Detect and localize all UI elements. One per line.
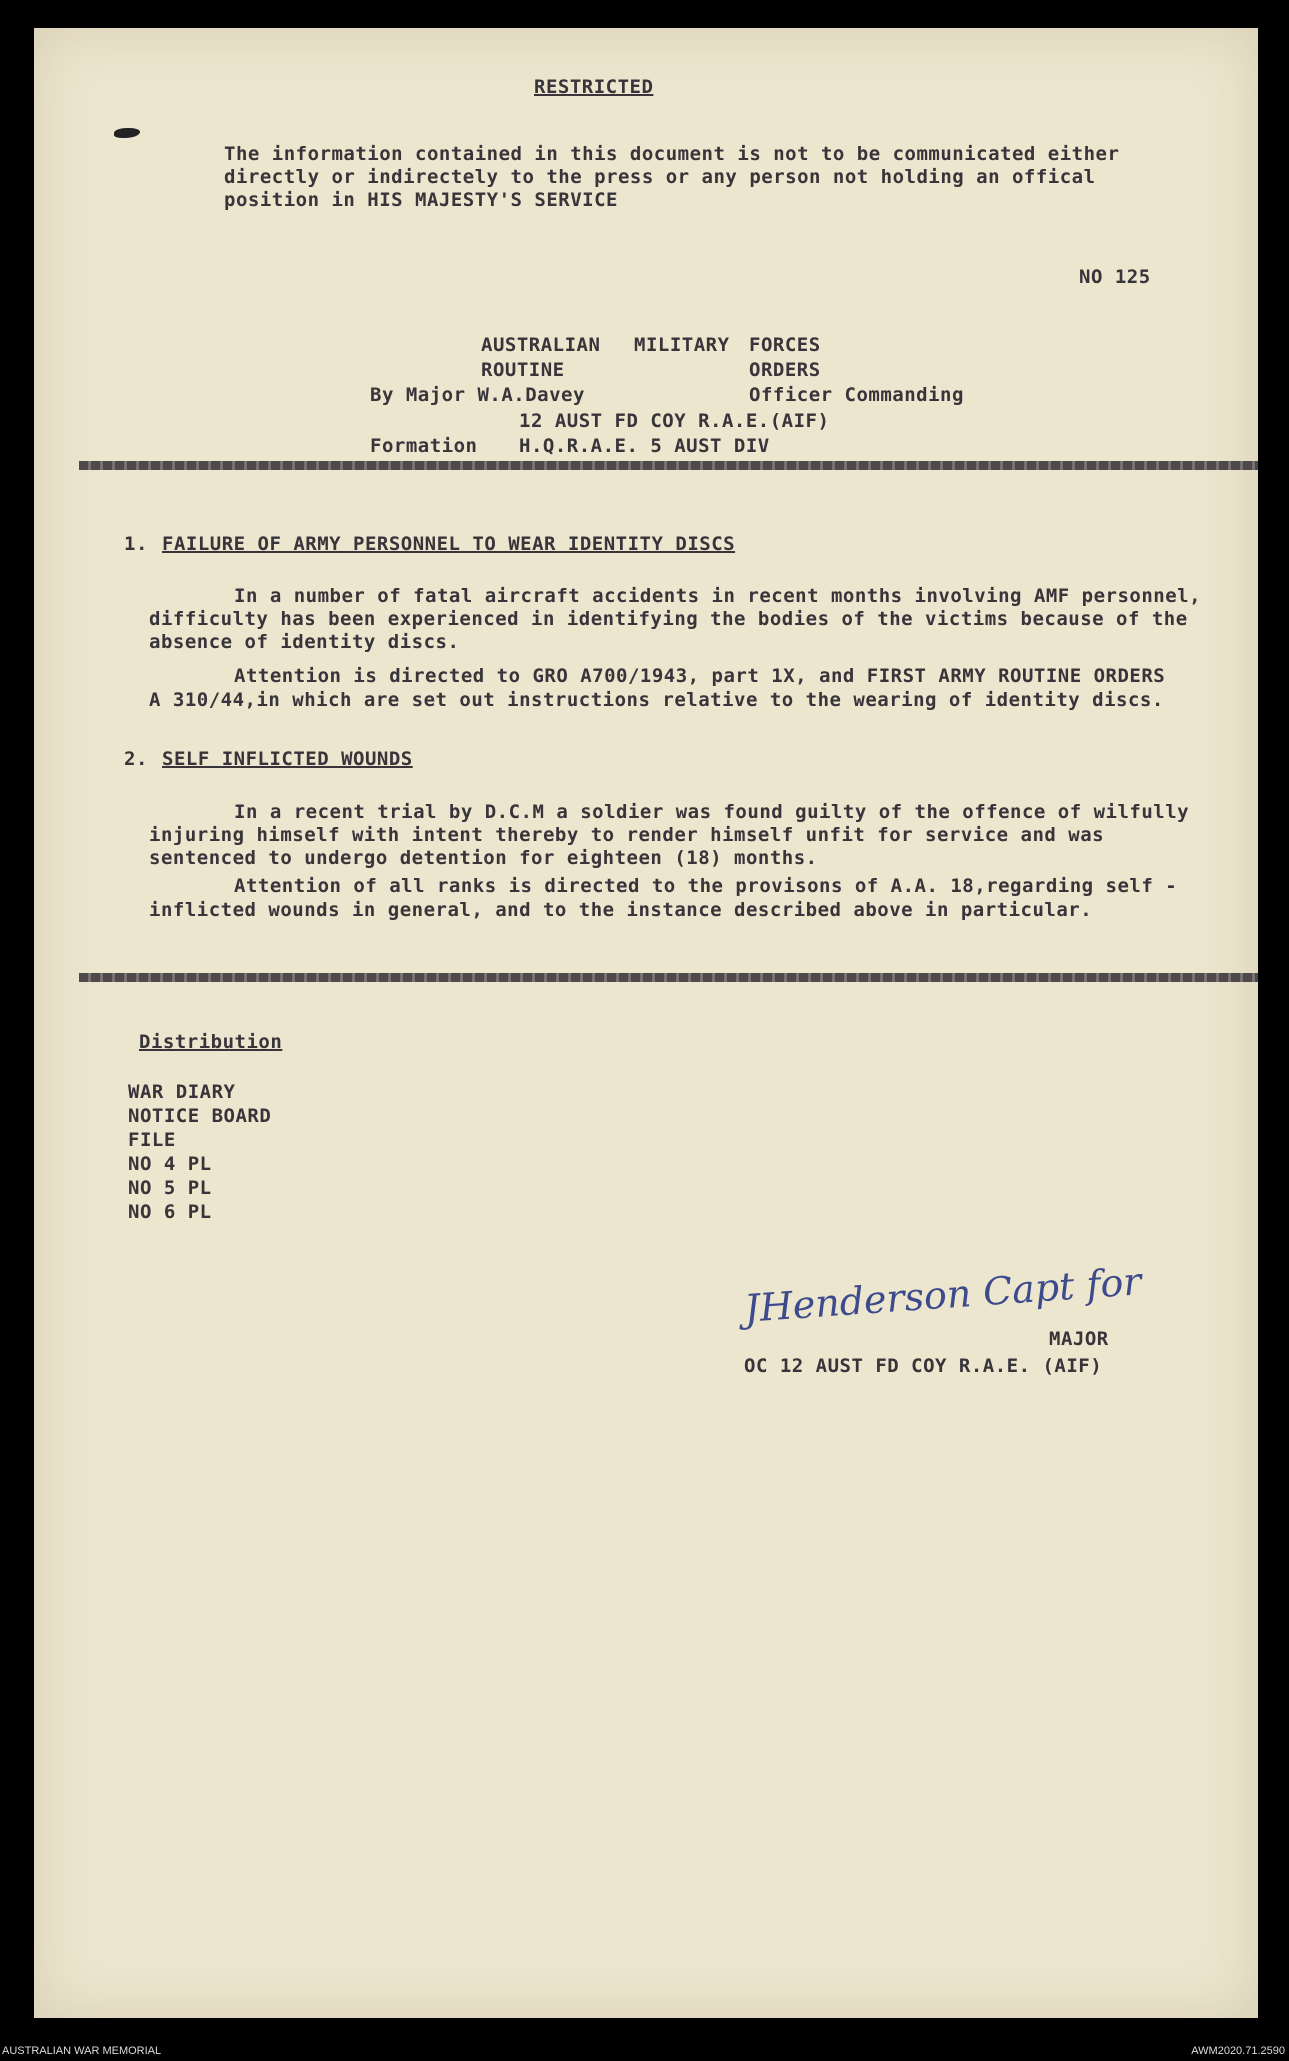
title-formation-value: H.Q.R.A.E. 5 AUST DIV: [519, 435, 770, 457]
distribution-item: NO 5 PL: [128, 1177, 212, 1199]
title-formation-label: Formation: [370, 435, 478, 457]
signature-unit: OC 12 AUST FD COY R.A.E. (AIF): [744, 1355, 1103, 1377]
title-forces: FORCES: [749, 334, 821, 356]
footer-right: AWM2020.71.2590: [1191, 2045, 1285, 2057]
title-military: MILITARY: [634, 334, 730, 356]
title-officer-commanding: Officer Commanding: [749, 384, 964, 406]
signature-rank: MAJOR: [1049, 1328, 1109, 1350]
section-2-line: inflicted wounds in general, and to the instance described above in particular.: [149, 899, 1093, 921]
ink-blot: [114, 128, 140, 138]
section-1-line: absence of identity discs.: [149, 631, 460, 653]
section-1-line: Attention is directed to GRO A700/1943, part 1X, and FIRST ARMY ROUTINE ORDERS: [234, 665, 1166, 687]
separator-rule: [79, 461, 1258, 470]
footer-left: AUSTRALIAN WAR MEMORIAL: [2, 2045, 162, 2057]
section-1-number: 1.: [124, 533, 148, 555]
section-1-heading: FAILURE OF ARMY PERSONNEL TO WEAR IDENTITY DISCS: [162, 533, 736, 555]
distribution-item: NO 4 PL: [128, 1153, 212, 1175]
title-unit: 12 AUST FD COY R.A.E.(AIF): [519, 410, 830, 432]
section-2-line: Attention of all ranks is directed to the provisons of A.A. 18,regarding self -: [234, 875, 1178, 897]
section-1-line: A 310/44,in which are set out instructions relative to the wearing of identity discs.: [149, 689, 1164, 711]
distribution-item: NOTICE BOARD: [128, 1105, 272, 1127]
section-2-line: injuring himself with intent thereby to render himself unfit for service and was: [149, 824, 1105, 846]
section-2-number: 2.: [124, 748, 148, 770]
distribution-item: FILE: [128, 1129, 176, 1151]
section-2-line: In a recent trial by D.C.M a soldier was found guilty of the offence of wilfully: [234, 801, 1190, 823]
separator-rule: [79, 973, 1258, 982]
distribution-heading: Distribution: [139, 1031, 283, 1053]
title-orders: ORDERS: [749, 359, 821, 381]
section-2-heading: SELF INFLICTED WOUNDS: [162, 748, 413, 770]
classification-heading: RESTRICTED: [534, 76, 654, 98]
document-page: [34, 28, 1258, 2018]
distribution-item: NO 6 PL: [128, 1201, 212, 1223]
section-1-line: difficulty has been experienced in identifying the bodies of the victims because of the: [149, 608, 1188, 630]
signature: JHenderson Capt for: [742, 1259, 1143, 1331]
section-2-line: sentenced to undergo detention for eighteen (18) months.: [149, 847, 818, 869]
notice-line-2: directly or indirectely to the press or any person not holding an offical: [224, 166, 1096, 188]
distribution-item: WAR DIARY: [128, 1081, 236, 1103]
section-1-line: In a number of fatal aircraft accidents in recent months involving AMF personnel,: [234, 585, 1202, 607]
order-number: NO 125: [1079, 266, 1151, 288]
title-australian: AUSTRALIAN: [481, 334, 601, 356]
title-by-major: By Major W.A.Davey: [370, 384, 585, 406]
notice-line-1: The information contained in this document is not to be communicated either: [224, 143, 1120, 165]
notice-line-3: position in HIS MAJESTY'S SERVICE: [224, 189, 618, 211]
title-routine: ROUTINE: [481, 359, 565, 381]
